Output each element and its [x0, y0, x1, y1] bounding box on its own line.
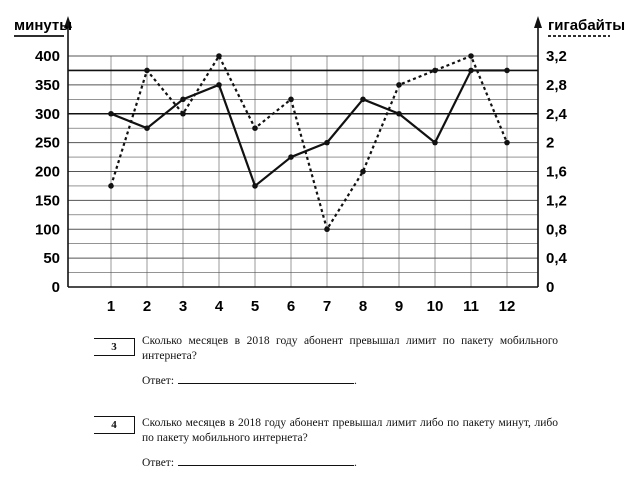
- left-tick-label: 50: [43, 250, 60, 268]
- answer-end: .: [354, 375, 357, 387]
- minutes-point: [504, 68, 510, 74]
- right-tick-label: 0,8: [546, 221, 567, 239]
- answer-field[interactable]: [178, 372, 354, 384]
- x-tick-label: 4: [214, 298, 224, 315]
- left-tick-label: 150: [34, 192, 60, 210]
- task-number: 3: [94, 338, 135, 356]
- gigabytes-point: [468, 53, 474, 59]
- right-tick-label: 0,4: [546, 250, 567, 268]
- answer-label: Ответ:: [142, 457, 175, 469]
- gigabytes-point: [216, 53, 222, 59]
- gigabytes-point: [432, 68, 438, 74]
- gigabytes-point: [324, 226, 330, 232]
- answer-label: Ответ:: [142, 375, 175, 387]
- gigabytes-point: [504, 140, 510, 146]
- answer-end: .: [354, 457, 357, 469]
- answer-row: [142, 372, 357, 389]
- gigabytes-point: [288, 97, 294, 103]
- chart-grid: [68, 56, 538, 287]
- left-tick-label: 350: [34, 76, 60, 94]
- minutes-point: [252, 183, 258, 189]
- x-tick-label: 6: [286, 298, 296, 315]
- left-tick-label: 300: [34, 105, 60, 123]
- right-tick-label: 2,8: [546, 76, 567, 94]
- gigabytes-point: [396, 82, 402, 88]
- right-tick-label: 3,2: [546, 48, 567, 65]
- task-number: 4: [94, 416, 135, 434]
- left-tick-label: 200: [34, 163, 60, 181]
- gigabytes-point: [144, 68, 150, 74]
- right-tick-label: 1,2: [546, 192, 567, 210]
- right-tick-label: 2,4: [546, 105, 567, 123]
- task-question: Сколько месяцев в 2018 году абонент превышал лимит либо по пакету минут, либо по пакету мобильного интернета?: [142, 417, 558, 444]
- minutes-point: [180, 97, 186, 103]
- chart-labels: [14, 17, 625, 315]
- x-tick-label: 10: [426, 298, 444, 315]
- x-tick-label: 11: [463, 298, 479, 315]
- minutes-point: [216, 82, 222, 88]
- x-tick-label: 2: [142, 298, 152, 315]
- y-right-title: гигабайты: [548, 17, 626, 34]
- minutes-point: [468, 68, 474, 74]
- minutes-point: [144, 125, 150, 131]
- right-tick-label: 2: [546, 134, 555, 152]
- right-axis-arrow: [534, 16, 542, 28]
- x-tick-label: 1: [106, 298, 116, 315]
- x-tick-label: 3: [178, 298, 188, 315]
- minutes-point: [324, 140, 330, 146]
- right-tick-label: 1,6: [546, 163, 567, 181]
- x-tick-label: 8: [358, 298, 368, 315]
- x-tick-label: 12: [498, 298, 516, 315]
- minutes-point: [432, 140, 438, 146]
- task-question: Сколько месяцев в 2018 году абонент превышал лимит по пакету мобильного интернета?: [142, 335, 558, 362]
- minutes-point: [288, 154, 294, 160]
- gigabytes-point: [360, 169, 366, 175]
- x-tick-label: 5: [250, 298, 260, 315]
- answer-field[interactable]: [178, 454, 354, 466]
- right-tick-label: 0: [546, 279, 555, 296]
- gigabytes-point: [252, 125, 258, 131]
- gigabytes-point: [180, 111, 186, 117]
- gigabytes-point: [108, 183, 114, 189]
- answer-row: [142, 454, 357, 471]
- x-tick-label: 9: [394, 298, 404, 315]
- x-tick-label: 7: [322, 298, 332, 315]
- minutes-point: [360, 97, 366, 103]
- y-left-title: минуты: [14, 17, 73, 34]
- left-tick-label: 100: [34, 221, 60, 239]
- left-tick-label: 0: [51, 279, 60, 296]
- minutes-point: [108, 111, 114, 117]
- minutes-point: [396, 111, 402, 117]
- left-tick-label: 400: [34, 48, 60, 65]
- left-tick-label: 250: [34, 134, 60, 152]
